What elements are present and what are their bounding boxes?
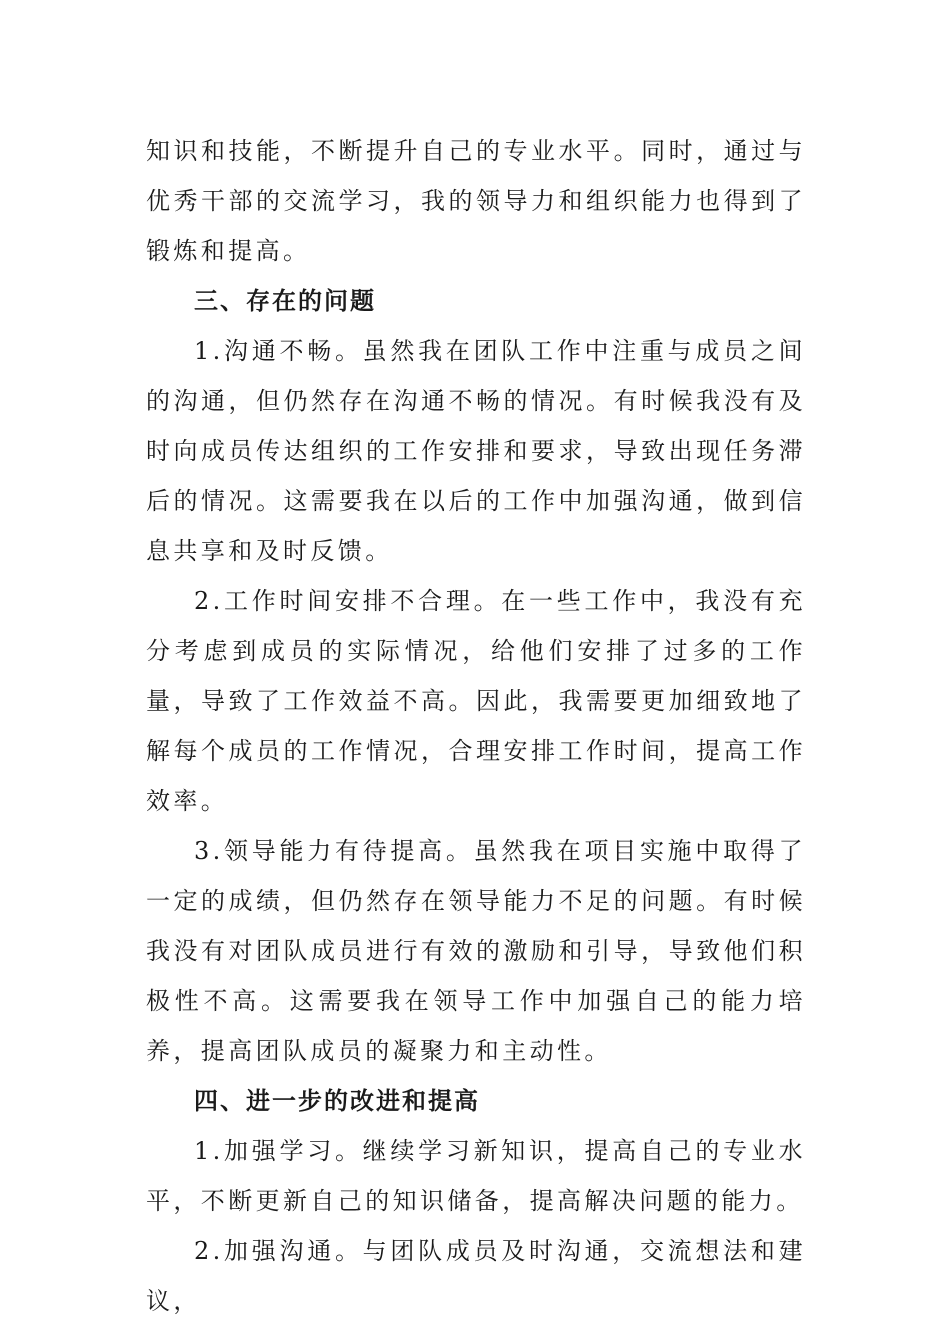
section-heading-problems: 三、存在的问题	[194, 287, 376, 315]
paragraph-improve-1: 1.加强学习。继续学习新知识，提高自己的专业水平，不断更新自己的知识储备，提高解决问题的能力。	[146, 1137, 806, 1215]
paragraph-problem-3: 3.领导能力有待提高。虽然我在项目实施中取得了一定的成绩，但仍然存在领导能力不足的问题。有时候我没有对团队成员进行有效的激励和引导，导致他们积极性不高。这需要我在领导工作中加强自己的能力培养，提高团队成员的凝聚力和主动性。	[146, 837, 806, 1065]
paragraph-intro: 知识和技能，不断提升自己的专业水平。同时，通过与优秀干部的交流学习，我的领导力和组织能力也得到了锻炼和提高。	[146, 137, 806, 265]
paragraph-improve-2: 2.加强沟通。与团队成员及时沟通，交流想法和建议，	[146, 1237, 806, 1315]
paragraph-problem-2: 2.工作时间安排不合理。在一些工作中，我没有充分考虑到成员的实际情况，给他们安排了过多的工作量，导致了工作效益不高。因此，我需要更加细致地了解每个成员的工作情况，合理安排工作时间，提高工作效率。	[146, 587, 806, 815]
paragraph-problem-1: 1.沟通不畅。虽然我在团队工作中注重与成员之间的沟通，但仍然存在沟通不畅的情况。有时候我没有及时向成员传达组织的工作安排和要求，导致出现任务滞后的情况。这需要我在以后的工作中加强沟通，做到信息共享和及时反馈。	[146, 337, 806, 565]
document-body	[146, 126, 806, 1326]
section-heading-improvement: 四、进一步的改进和提高	[194, 1087, 480, 1115]
